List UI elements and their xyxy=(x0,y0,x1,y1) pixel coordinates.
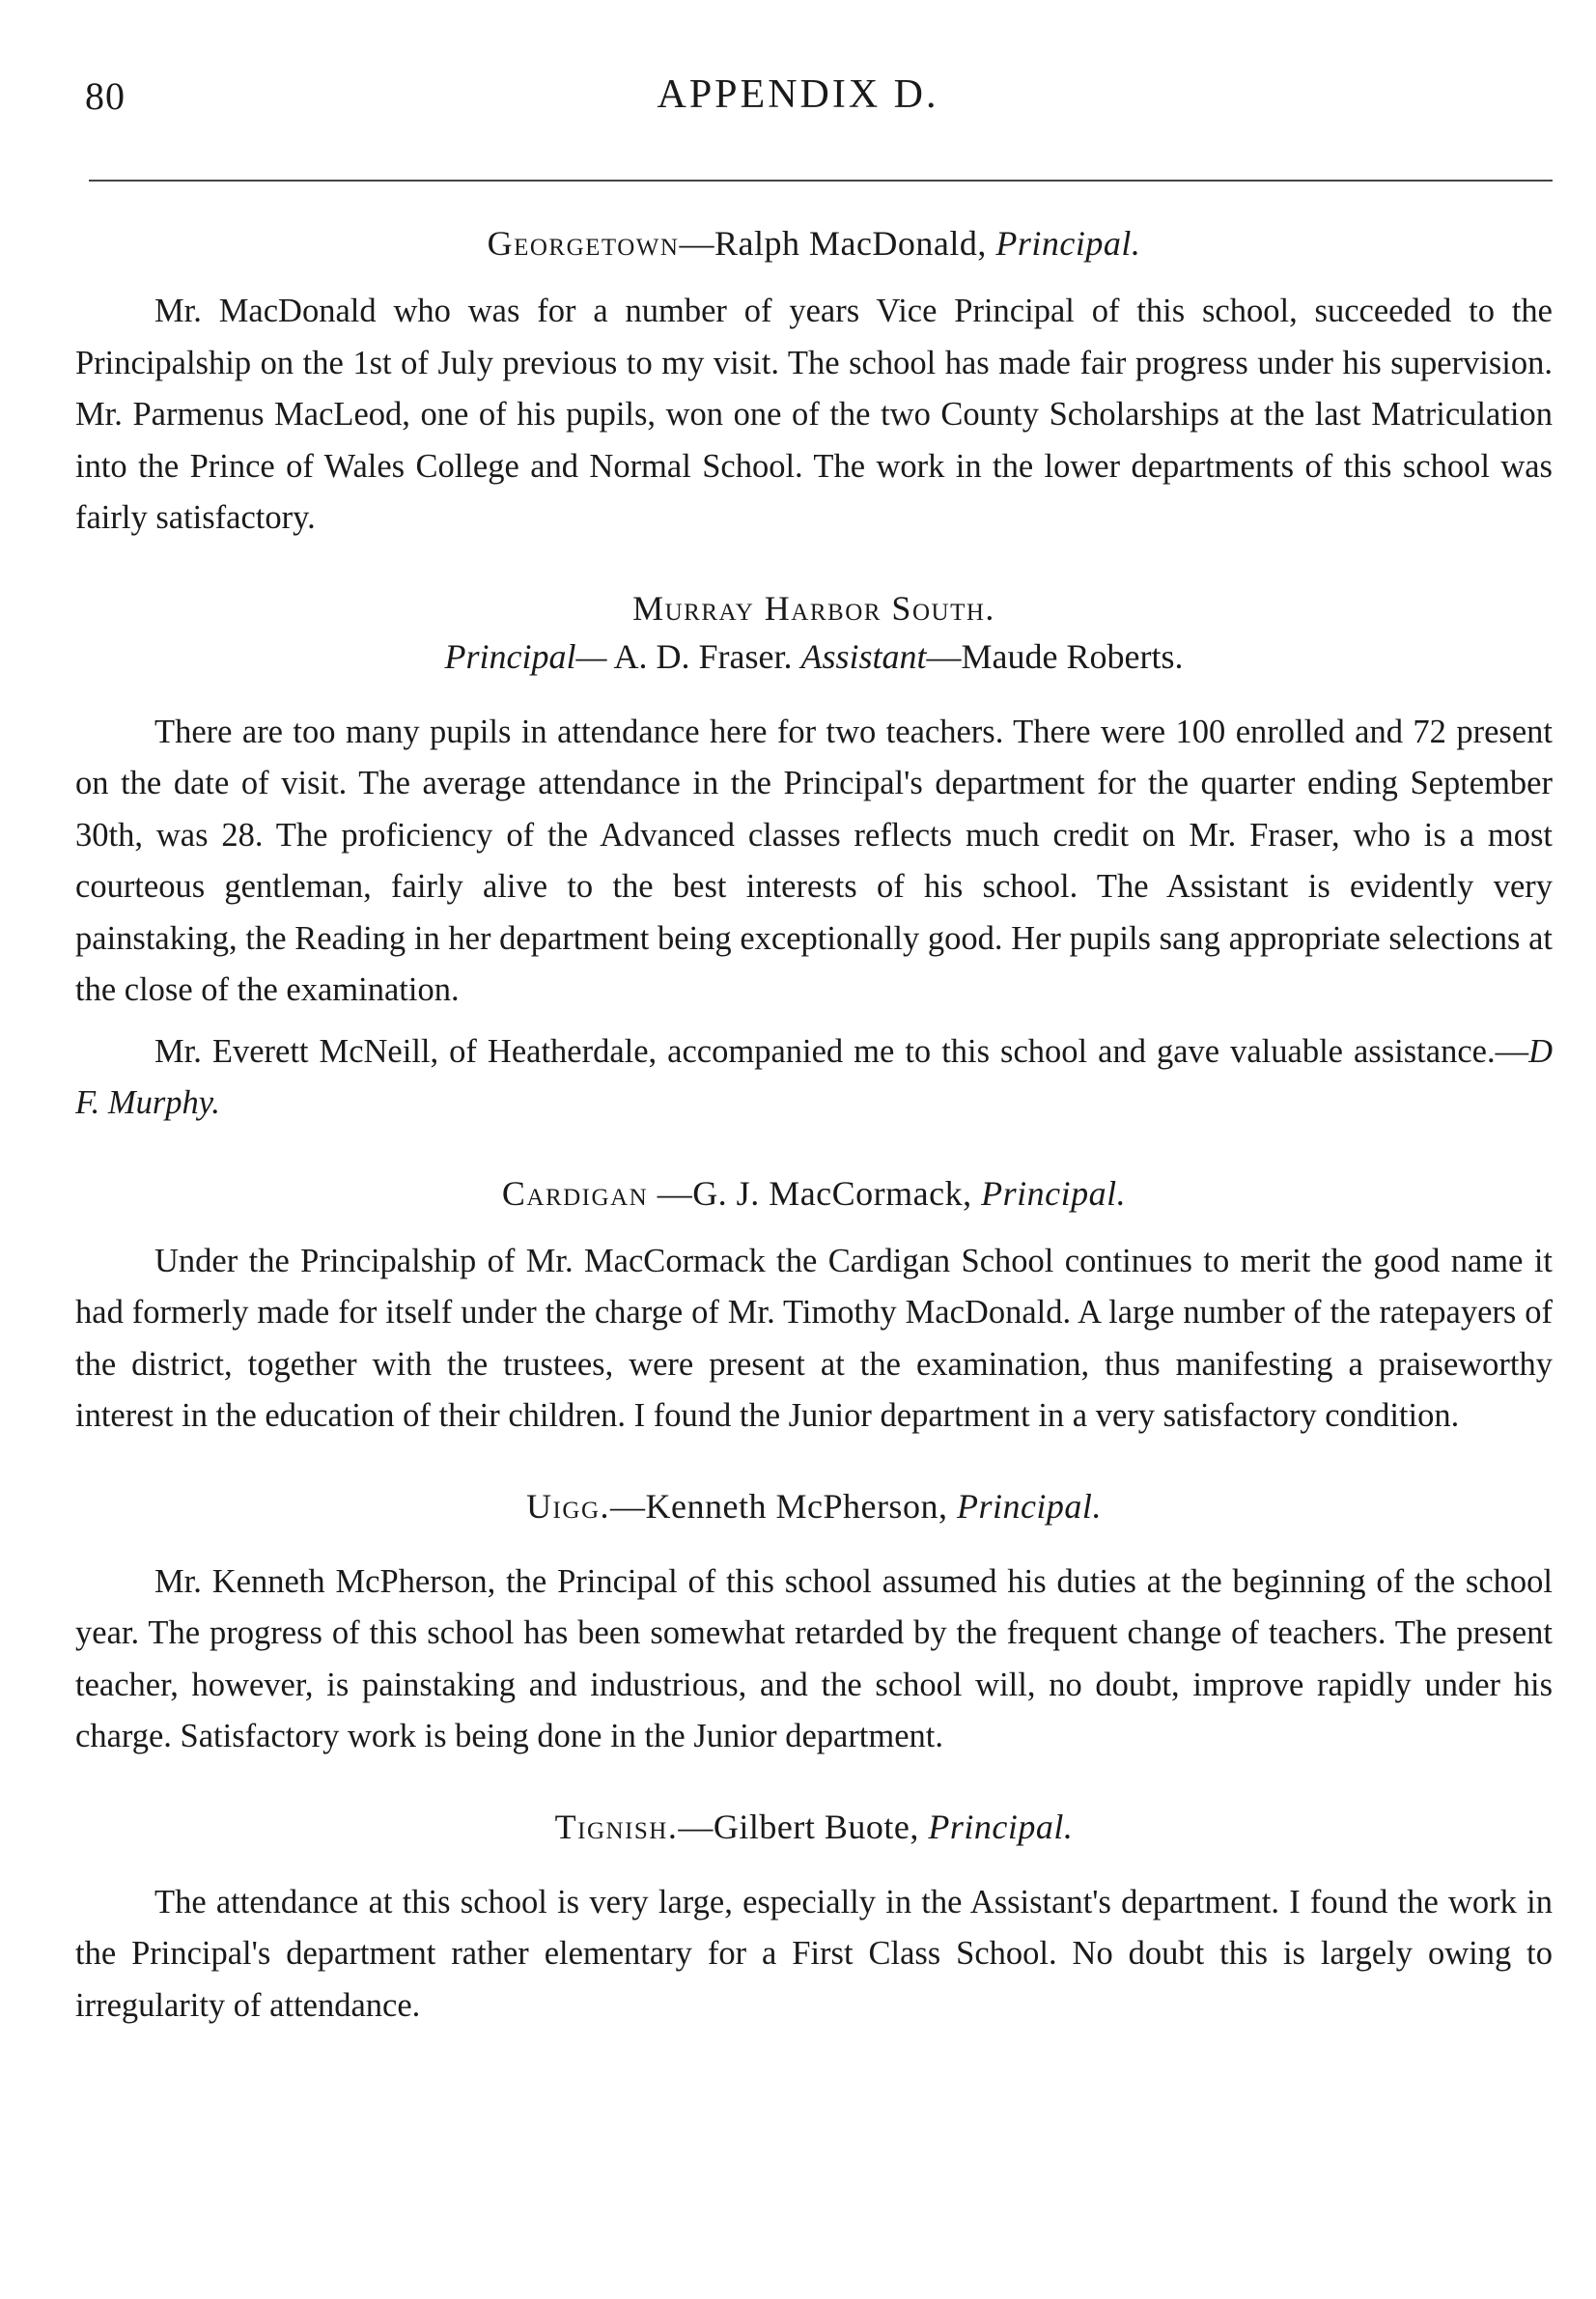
paragraph: There are too many pupils in attendance here for two teachers. There were 100 enrolled and 72 present on the date of visit. The average attendance in the Principal's department for the quarter ending September 30th, was 28. The proficiency of the Advanced classes reflects much credit on Mr. Fraser, who is a most courteous gentleman, fairly alive to the best interests of his school. The Assistant is evidently very painstaking, the Reading in her department being exceptionally good. Her pupils sang appropriate selections at the close of the examination. xyxy=(75,713,1553,1008)
school-name: Uigg. xyxy=(526,1486,610,1526)
staff-line xyxy=(75,635,1553,678)
signature: D F. Murphy. xyxy=(75,1032,1553,1121)
school-name: Georgetown xyxy=(487,224,680,263)
school-name: Cardigan xyxy=(501,1173,649,1213)
assistant-name: —Maude Roberts. xyxy=(926,636,1184,676)
section-murray-harbor-south xyxy=(75,587,1553,1130)
page-number: 80 xyxy=(85,74,126,118)
paragraph: Under the Principalship of Mr. MacCormack the Cardigan School continues to merit the good name it had formerly made for itself under the charge of Mr. Timothy MacDonald. A large number of the ratepayers of the district, together with the trustees, were present at the examination, thus manifesting a praiseworthy interest in the education of their children. I found the Junior department in a very satisfactory condition. xyxy=(75,1242,1553,1434)
section-heading xyxy=(75,222,1553,265)
role-label: Principal. xyxy=(981,1173,1127,1213)
paragraph-text: Mr. Everett McNeill, of Heatherdale, accompanied me to this school and gave valuable assistance.— xyxy=(154,1032,1529,1070)
section-cardigan xyxy=(75,1172,1553,1443)
page-header xyxy=(0,0,1596,193)
staff-name: —Ralph MacDonald, xyxy=(679,224,996,263)
paragraph: Mr. MacDonald who was for a number of years Vice Principal of this school, succeeded to the Principalship on the 1st of July previous to my visit. The school has made fair progress under his supervision. Mr. Parmenus MacLeod, one of his pupils, won one of the two County Scholarships at the last Matriculation into the Prince of Wales College and Normal School. The work in the lower departments of this school was fairly satisfactory. xyxy=(75,293,1553,536)
staff-name: —G. J. MacCormack, xyxy=(648,1173,982,1213)
header-rule xyxy=(89,180,1553,182)
section-uigg xyxy=(75,1485,1553,1763)
running-title: APPENDIX D. xyxy=(657,72,939,117)
paragraph xyxy=(75,1026,1553,1130)
section-heading xyxy=(75,587,1553,630)
role-label: Principal. xyxy=(995,224,1141,263)
section-heading xyxy=(75,1806,1553,1848)
paragraph: Mr. Kenneth McPherson, the Principal of this school assumed his duties at the beginning of the school year. The progress of this school has been somewhat retarded by the frequent change of teachers. The present teacher, however, is painstaking and industrious, and the school will, no doubt, improve rapidly under his charge. Satisfactory work is being done in the Junior department. xyxy=(75,1562,1553,1754)
role-label: Principal. xyxy=(956,1486,1102,1526)
principal-name: A. D. Fraser. xyxy=(606,636,801,676)
school-name: Murray Harbor South. xyxy=(632,588,995,628)
paragraph: The attendance at this school is very large, especially in the Assistant's department. I found the work in the Principal's department rather elementary for a First Class School. No doubt this is largely owing to irregularity of attendance. xyxy=(75,1883,1553,2024)
school-name: Tignish. xyxy=(554,1807,679,1846)
page-body xyxy=(75,222,1553,2032)
principal-label: Principal— xyxy=(444,636,607,676)
section-tignish xyxy=(75,1806,1553,2033)
role-label: Principal. xyxy=(928,1807,1074,1846)
section-georgetown xyxy=(75,222,1553,545)
staff-name: —Gilbert Buote, xyxy=(678,1807,929,1846)
section-heading xyxy=(75,1172,1553,1215)
assistant-label: Assistant xyxy=(800,636,927,676)
staff-name: —Kenneth McPherson, xyxy=(610,1486,957,1526)
section-heading xyxy=(75,1485,1553,1528)
